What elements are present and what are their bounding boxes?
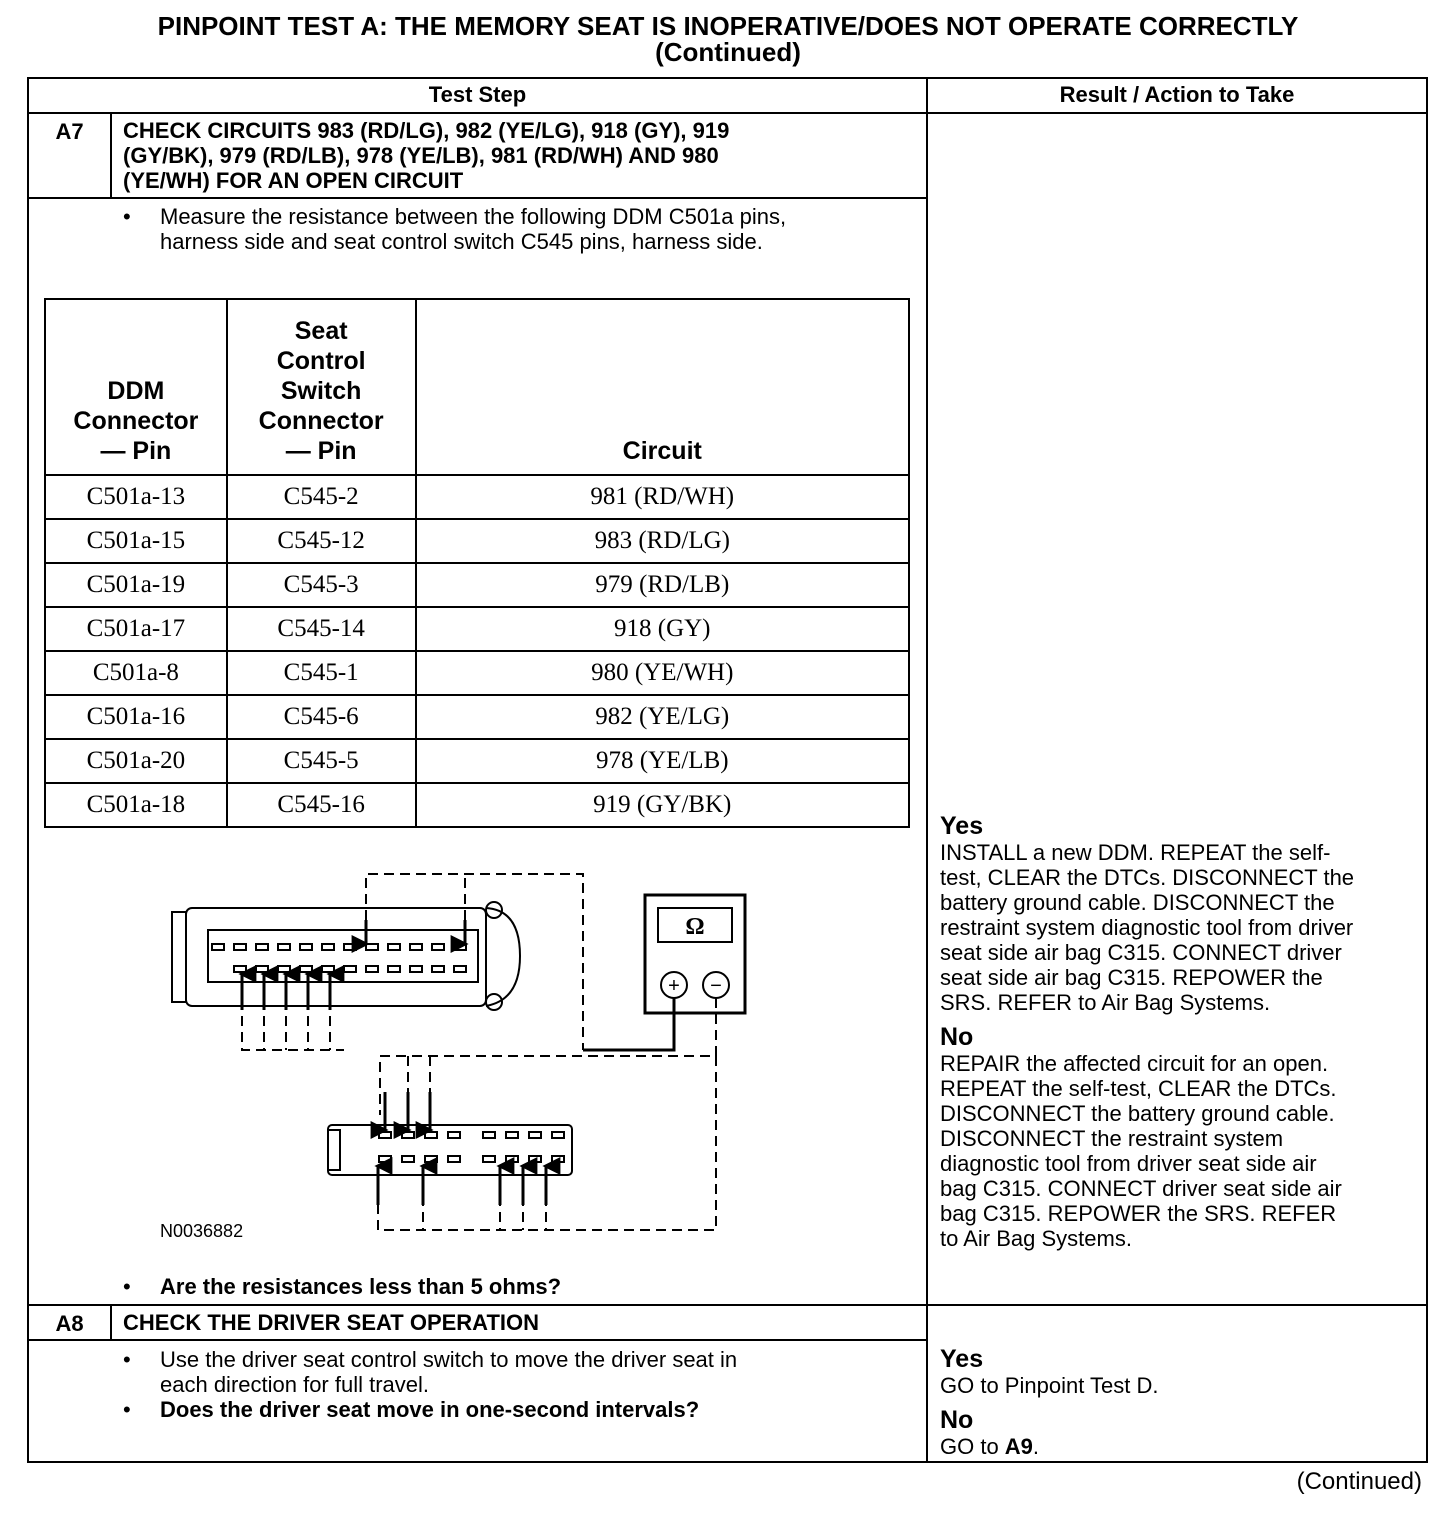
table-row: C501a-18 C545-16 919 (GY/BK) bbox=[45, 783, 909, 827]
table-row: C501a-15 C545-12 983 (RD/LG) bbox=[45, 519, 909, 563]
continued-footer: (Continued) bbox=[1296, 1468, 1422, 1495]
pin-table-header-switch: Seat Control Switch Connector — Pin bbox=[227, 299, 416, 475]
table-row: C501a-13 C545-2 981 (RD/WH) bbox=[45, 475, 909, 519]
switch-connector-c545 bbox=[328, 1125, 572, 1175]
question-a8: • Does the driver seat move in one-second intervals? bbox=[123, 1397, 700, 1422]
table-row: C501a-8 C545-1 980 (YE/WH) bbox=[45, 651, 909, 695]
bullet-dot: • bbox=[123, 204, 131, 229]
result-no-text: REPAIR the affected circuit for an open. REPEAT the self-test, CLEAR the DTCs. DISCONNECT the battery ground cable. DISCONNECT the restraint system diagnostic tool from driver seat side air bag C315. CONNECT driver seat side air bag C315. REPOWER the SRS. REFER to Air Bag Systems. bbox=[940, 1051, 1342, 1251]
probe-arrows bbox=[242, 920, 546, 1205]
bullet-dot: • bbox=[123, 1347, 131, 1372]
result-yes-heading: Yes bbox=[940, 812, 984, 840]
step-id-a7: A7 bbox=[55, 119, 84, 144]
column-header-test-step: Test Step bbox=[428, 82, 527, 107]
ohm-symbol: Ω bbox=[685, 914, 705, 940]
result-a7 bbox=[940, 812, 1424, 1251]
ddm-connector-c501a bbox=[172, 902, 520, 1010]
instruction-bullet-a8: • Use the driver seat control switch to move the driver seat in each direction for full travel. bbox=[123, 1347, 738, 1397]
bullet-dot: • bbox=[123, 1397, 131, 1422]
figure-id: N0036882 bbox=[160, 1221, 244, 1241]
step-title-a7: CHECK CIRCUITS 983 (RD/LG), 982 (YE/LG), 918 (GY), 919 (GY/BK), 979 (RD/LB), 978 (YE/LB), 981 (RD/WH) AND 980 (YE/WH) FOR AN OPEN CIRCUIT bbox=[123, 118, 730, 193]
result-yes-heading: Yes bbox=[940, 1345, 984, 1373]
table-row: C501a-19 C545-3 979 (RD/LB) bbox=[45, 563, 909, 607]
result-yes-text: INSTALL a new DDM. REPEAT the self- test, CLEAR the DTCs. DISCONNECT the battery ground cable. DISCONNECT the restraint system diagnostic tool from driver seat side air bag C315. CONNECT driver seat side air bag C315. REPOWER the SRS. REFER to Air Bag Systems. bbox=[940, 840, 1355, 1015]
result-no-heading: No bbox=[940, 1406, 974, 1434]
result-no-text: GO to A9. bbox=[940, 1434, 1040, 1459]
pin-table bbox=[44, 298, 910, 828]
table-row: C501a-17 C545-14 918 (GY) bbox=[45, 607, 909, 651]
question-a7: • Are the resistances less than 5 ohms? bbox=[123, 1274, 562, 1299]
table-row: C501a-16 C545-6 982 (YE/LG) bbox=[45, 695, 909, 739]
result-a8 bbox=[940, 1345, 1424, 1459]
column-header-result: Result / Action to Take bbox=[1059, 82, 1295, 107]
bullet-dot: • bbox=[123, 1274, 131, 1299]
goto-a9-link[interactable]: A9 bbox=[1004, 1434, 1033, 1459]
minus-terminal: − bbox=[710, 975, 722, 997]
instruction-bullet-a7: • Measure the resistance between the following DDM C501a pins, harness side and seat control switch C545 pins, harness side. bbox=[123, 204, 787, 254]
ohmmeter bbox=[645, 895, 745, 1013]
meter-lead bbox=[583, 998, 674, 1050]
pin-table-header-circuit: Circuit bbox=[416, 299, 909, 475]
step-title-a8: CHECK THE DRIVER SEAT OPERATION bbox=[123, 1310, 539, 1335]
page-subtitle: (Continued) bbox=[655, 37, 801, 67]
step-id-a8: A8 bbox=[55, 1311, 84, 1336]
wiring-diagram bbox=[150, 860, 770, 1260]
page-title: PINPOINT TEST A: THE MEMORY SEAT IS INOPERATIVE/DOES NOT OPERATE CORRECTLY bbox=[157, 11, 1299, 41]
pin-table-header-ddm: DDM Connector — Pin bbox=[45, 299, 227, 475]
table-row: C501a-20 C545-5 978 (YE/LB) bbox=[45, 739, 909, 783]
result-yes-text: GO to Pinpoint Test D. bbox=[940, 1373, 1159, 1398]
result-no-heading: No bbox=[940, 1023, 974, 1051]
plus-terminal: + bbox=[668, 975, 680, 997]
